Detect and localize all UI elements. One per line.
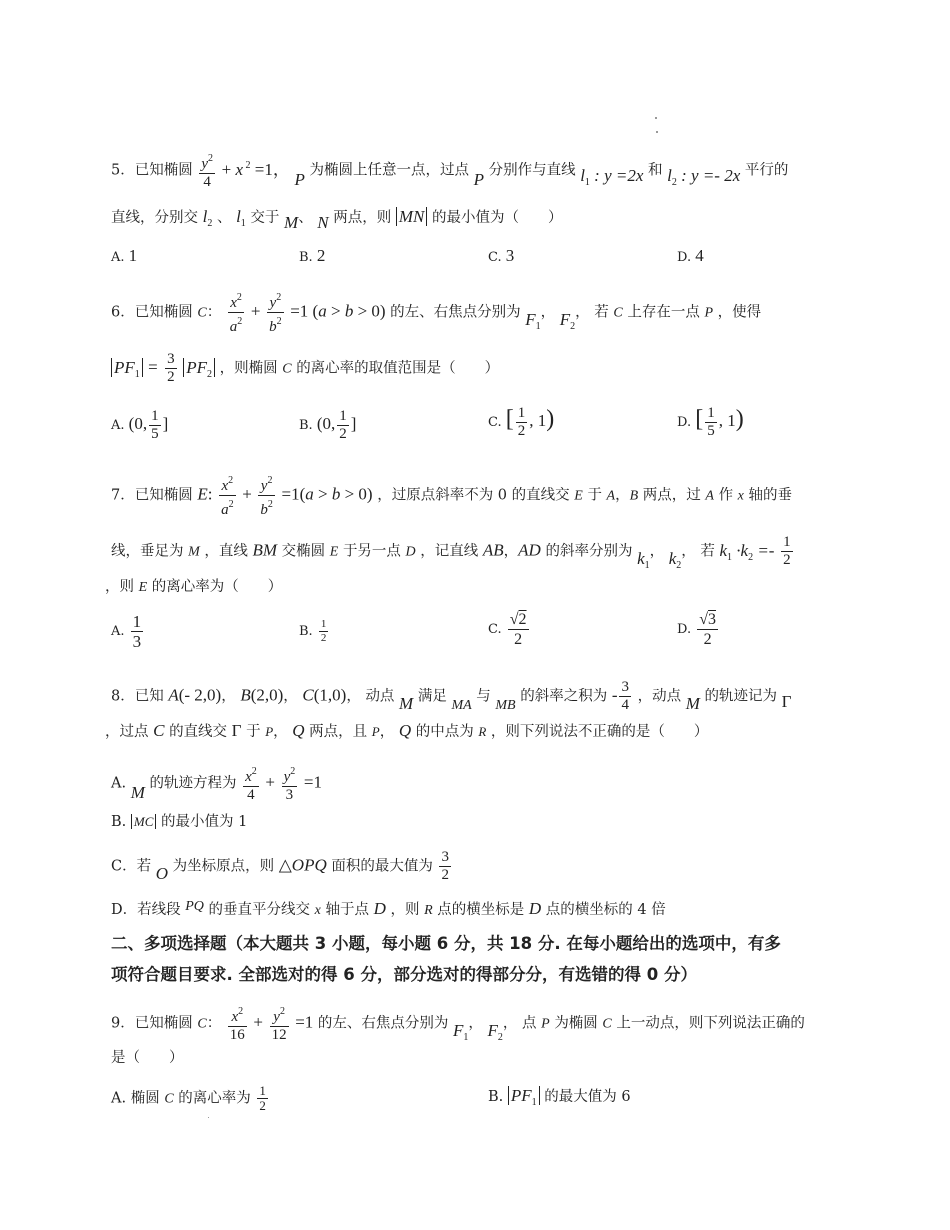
q8-option-c: C．若 O 为坐标原点，则 △OPQ 面积的最大值为 $\frac{3}{2}$ <box>111 849 449 883</box>
q7-option-c: C. $\frac{√2}{2}$ <box>488 611 527 648</box>
speck <box>656 131 658 133</box>
q7-line1: 7．已知椭圆 E: $\frac{x^2}{a^2}$ + $\frac{y^2}{b^2}$ =1(a > b > 0) ，过原点斜率不为 0 的直线交 E 于 A，B 两点，过 A 作 x 轴的垂 <box>111 472 792 519</box>
q9-line2: 是（ ） <box>111 1050 184 1066</box>
q6-option-a: A. (0, $\frac{1}{5}$ ] <box>111 408 169 442</box>
q8-line2: ，过点 C 的直线交 Γ 于 P， Q 两点，且 P， Q 的中点为 R ，则下列说法不正确的是（ ） <box>105 721 709 740</box>
q9-option-b: B. $PF_1$ 的最大值为 6 <box>488 1086 631 1108</box>
q6-line2: $PF_1$ = $\frac{3}{2}$ $PF_2$ ，则椭圆 C 的离心率的取值范围是（ ） <box>111 351 499 386</box>
q6-option-b: B. (0, $\frac{1}{2}$ ] <box>299 408 357 442</box>
q5-option-c: C. 3 <box>488 246 515 265</box>
q5-option-d: D. 4 <box>677 246 704 265</box>
q7-line3: ，则 E 的离心率为（ ） <box>105 579 283 595</box>
q6-line1: 6．已知椭圆 C： $\frac{x^2}{a^2}$ + $\frac{y^2}{b^2}$ =1 (a > b > 0) 的左、右焦点分别为 $F_1$， $F_2$， 若 C 上存在一点 P ，使得 <box>111 289 761 336</box>
section2-heading-line1: 二、多项选择题（本大题共 3 小题，每小题 6 分，共 18 分. 在每小题给出的选项中，有多 <box>111 934 781 953</box>
q9-option-a: A. 椭圆 C 的离心率为 $\frac{1}{2}$ <box>111 1083 266 1113</box>
q8-option-b: B. MC 的最小值为 1 <box>111 814 248 830</box>
q7-option-d: D. $\frac{√3}{2}$ <box>677 611 717 648</box>
q5-line1: 5．已知椭圆 $\frac{y^2}{4}$ + x $^2$ =1， P 为椭圆上任意一点，过点 P 分别作与直线 $l_1$ : y =2x 和 $l_2$ : y =- 2x 平行的 <box>111 150 788 191</box>
q6-option-d: D. [ $\frac{1}{5}$ , 1) <box>677 405 744 439</box>
q8-option-a: A. M 的轨迹方程为 $\frac{x^2}{4}$ + $\frac{y^2}{3}$ =1 <box>111 763 322 804</box>
q9-line1: 9．已知椭圆 C： $\frac{x^2}{16}$ + $\frac{y^2}{12}$ =1 的左、右焦点分别为 $F_1$， $F_2$， 点 P 为椭圆 C 上一动点，则下列说法正确的 <box>111 1003 805 1044</box>
q7-option-b: B. $\frac{1}{2}$ <box>299 618 327 644</box>
speck <box>208 1117 209 1118</box>
q6-option-c: C. [ $\frac{1}{2}$ , 1) <box>488 405 555 439</box>
speck <box>655 117 657 119</box>
q5-option-a: A. 1 <box>111 246 138 265</box>
q5-option-b: B. 2 <box>299 246 326 265</box>
q7-option-a: A. $\frac{1}{3}$ <box>111 612 142 651</box>
q5-line2: 直线，分别交 $l_2$ 、 $l_1$ 交于 M、 N 两点，则 MN 的最小值为（ ） <box>111 207 563 232</box>
q7-line2: 线，垂足为 M ，直线 BM 交椭圆 E 于另一点 D ，记直线 AB，AD 的斜率分别为 $k_1$， $k_2$， 若 $k_1 \cdot k_2$ =- $\frac{1}{2}$ <box>111 534 791 571</box>
q8-line1: 8．已知 A(- 2,0)， B(2,0)， C(1,0)， 动点 M 满足 MA 与 MB 的斜率之积为 - $\frac{3}{4}$ ，动点 M 的轨迹记为 Γ <box>111 679 792 713</box>
section2-heading-line2: 项符合题目要求. 全部选对的得 6 分，部分选对的得部分分，有选错的得 0 分） <box>111 965 697 984</box>
q8-option-d: D．若线段 PQ 的垂直平分线交 x 轴于点 D ，则 R 点的横坐标是 D 点的横坐标的 4 倍 <box>111 899 666 918</box>
